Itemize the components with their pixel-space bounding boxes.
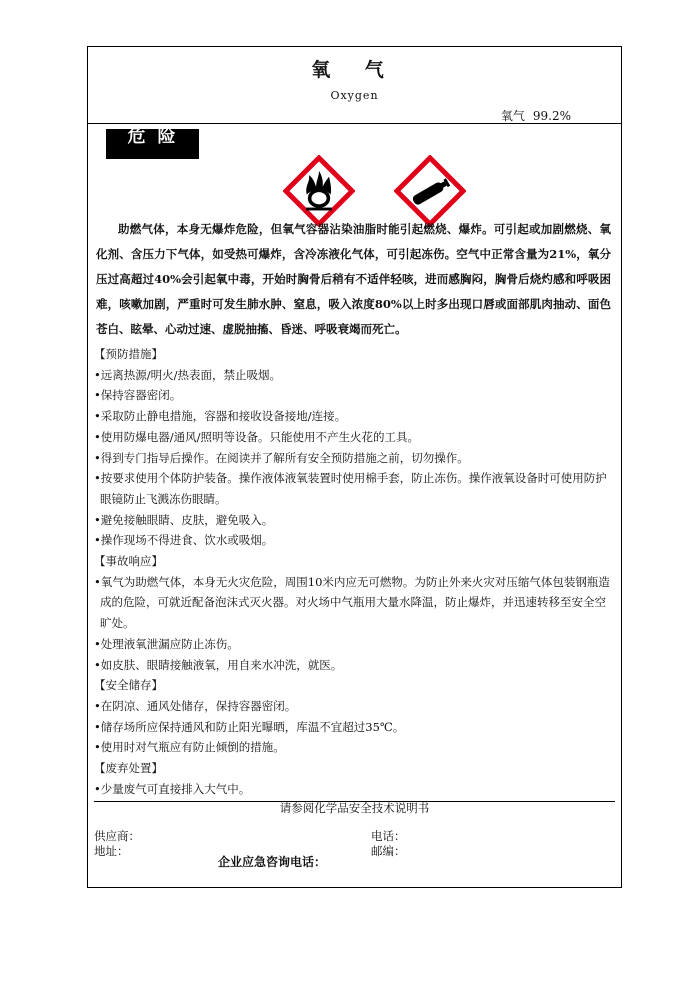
prevention-heading: 【预防措施】: [94, 347, 163, 361]
product-english-name: Oxygen: [330, 89, 379, 102]
ingredient-name: 氧气: [500, 109, 525, 123]
list-item: •使用时对气瓶应有防止倾倒的措施。: [94, 740, 285, 755]
list-item: •使用防爆电器/通风/照明等设备。只能使用不产生火花的工具。: [94, 429, 420, 444]
contact-block: [371, 829, 406, 859]
postcode-label: 邮编：: [371, 844, 406, 858]
list-item: •采取防止静电措施，容器和接收设备接地/连接。: [94, 409, 347, 424]
supplier-block: [94, 829, 140, 859]
address-label: 地址：: [94, 844, 129, 858]
list-item: •保持容器密闭。: [94, 388, 182, 403]
supplier-label: 供应商：: [94, 829, 140, 843]
list-item: •远离热源/明火/热表面，禁止吸烟。: [94, 367, 282, 382]
label-frame: [87, 46, 622, 888]
emergency-phone-label: 企业应急咨询电话：: [218, 855, 327, 869]
header-divider: [88, 123, 621, 124]
list-item: •避免接触眼睛、皮肤，避免吸入。: [94, 512, 274, 527]
list-item: •在阴凉、通风处储存，保持容器密闭。: [94, 698, 297, 713]
disposal-heading: 【废弃处置】: [94, 761, 163, 776]
hazard-statement: 助燃气体，本身无爆炸危险，但氧气容器沾染油脂时能引起燃烧、爆炸。可引起或加剧燃烧、氧化剂、含压力下气体，如受热可爆炸，含冷冻液化气体，可引起冻伤。空气中正常含量为21%，氧分压过高超过40%会引起氧中毒，开始时胸骨后稍有不适伴轻咳，进而感胸闷，胸骨后烧灼感和呼吸困难，咳嗽加剧，严重时可发生肺水肿、窒息，吸入浓度80%以上时多出现口唇或面部肌肉抽动、面色苍白、眩晕、心动过速、虚脱抽搐、昏迷、呼吸衰竭而死亡。: [96, 222, 611, 336]
list-item: •氧气为助燃气体，本身无火灾危险，周围10米内应无可燃物。为防止外来火灾对压缩气体包装钢瓶造成的危险，可就近配备泡沫式灭火器。对火场中气瓶用大量水降温，防止爆炸，并迅速转移至安全空旷处。: [94, 574, 610, 631]
signal-word: 危险: [106, 129, 199, 159]
ingredient-line: [493, 107, 571, 124]
sds-reference: 请参阅化学品安全技术说明书: [279, 801, 430, 815]
list-item: •少量废气可直接排入大气中。: [94, 781, 251, 796]
response-heading: 【事故响应】: [94, 554, 163, 569]
precautionary-content: [94, 344, 615, 799]
phone-label: 电话：: [371, 829, 406, 843]
ingredient-percentage: 99.2%: [532, 109, 571, 123]
list-item: •储存场所应保持通风和防止阳光曝晒，库温不宜超过35℃。: [94, 719, 405, 734]
list-item: •按要求使用个体防护装备。操作液体液氧装置时使用棉手套，防止冻伤。操作液氧设备时可使用防护眼镜防止飞溅冻伤眼睛。: [94, 471, 607, 506]
storage-heading: 【安全储存】: [94, 678, 163, 693]
list-item: •处理液氧泄漏应防止冻伤。: [94, 636, 239, 651]
list-item: •操作现场不得进食、饮水或吸烟。: [94, 533, 274, 548]
product-title: 氧 气: [311, 59, 398, 81]
list-item: •得到专门指导后操作。在阅读并了解所有安全预防措施之前，切勿操作。: [94, 450, 469, 465]
list-item: •如皮肤、眼睛接触液氧，用自来水冲洗，就医。: [94, 657, 343, 672]
